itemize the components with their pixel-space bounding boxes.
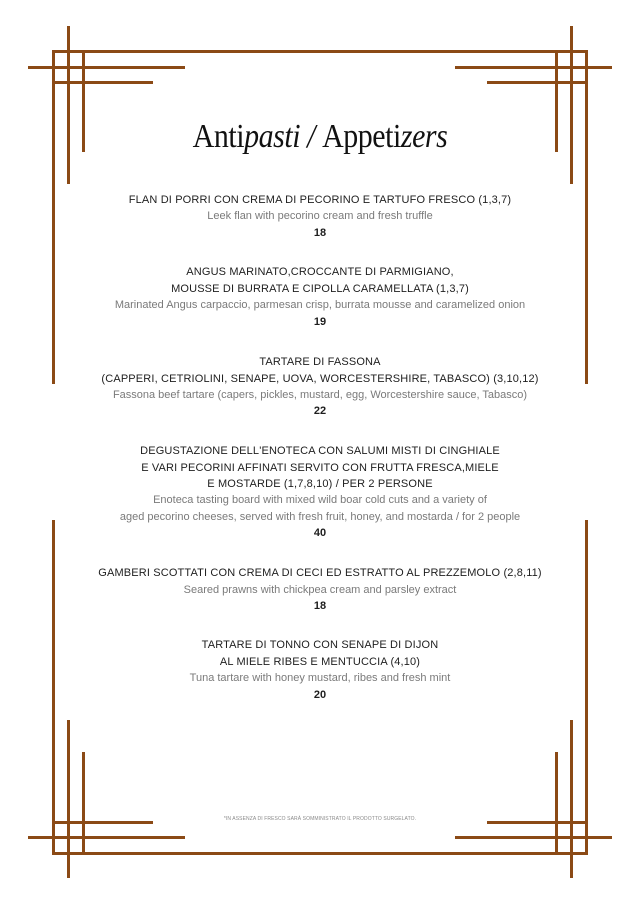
item-price: 18	[313, 600, 327, 612]
frame-line	[570, 720, 573, 878]
frame-line	[67, 720, 70, 878]
frame-line	[570, 26, 573, 184]
item-name: E MOSTARDE (1,7,8,10) / PER 2 PERSONE	[207, 478, 433, 490]
item-price: 19	[313, 316, 327, 328]
item-description: Leek flan with pecorino cream and fresh truffle	[207, 210, 433, 222]
frame-line	[455, 66, 612, 69]
item-name: E VARI PECORINI AFFINATI SERVITO CON FRUTTA FRESCA,MIELE	[141, 462, 499, 474]
title-part: zers	[400, 118, 448, 155]
item-description: aged pecorino cheeses, served with fresh fruit, honey, and mostarda / for 2 people	[119, 511, 521, 523]
item-name: TARTARE DI TONNO CON SENAPE DI DIJON	[201, 639, 439, 651]
item-description: Marinated Angus carpaccio, parmesan crisp, burrata mousse and caramelized onion	[114, 299, 526, 311]
title-part: Appeti	[322, 118, 401, 155]
item-description: Enoteca tasting board with mixed wild boar cold cuts and a variety of	[153, 494, 487, 506]
item-price: 20	[313, 689, 327, 701]
item-price: 18	[313, 227, 327, 239]
title-part: Anti	[192, 118, 245, 155]
frame-line	[67, 26, 70, 184]
item-price: 40	[313, 527, 327, 539]
frame-line	[555, 752, 558, 855]
item-name: ANGUS MARINATO,CROCCANTE DI PARMIGIANO,	[186, 266, 454, 278]
title-separator: /	[300, 118, 323, 155]
item-name: (CAPPERI, CETRIOLINI, SENAPE, UOVA, WORCESTERSHIRE, TABASCO) (3,10,12)	[101, 373, 539, 385]
item-price: 22	[313, 405, 327, 417]
item-description: Seared prawns with chickpea cream and parsley extract	[183, 584, 457, 596]
item-name: TARTARE DI FASSONA	[259, 356, 381, 368]
item-name: DEGUSTAZIONE DELL'ENOTECA CON SALUMI MISTI DI CINGHIALE	[140, 445, 500, 457]
item-name: GAMBERI SCOTTATI CON CREMA DI CECI ED ESTRATTO AL PREZZEMOLO (2,8,11)	[98, 567, 542, 579]
item-description: Fassona beef tartare (capers, pickles, mustard, egg, Worcestershire sauce, Tabasco)	[112, 389, 528, 401]
footer-note: *IN ASSENZA DI FRESCO SARÀ SOMMINISTRATO IL PRODOTTO SURGELATO.	[223, 816, 417, 822]
frame-line	[82, 752, 85, 855]
page-title	[38, 118, 601, 156]
frame-line	[52, 852, 588, 855]
frame-line	[52, 50, 588, 53]
item-name: AL MIELE RIBES E MENTUCCIA (4,10)	[219, 656, 421, 668]
item-description: Tuna tartare with honey mustard, ribes and fresh mint	[189, 672, 451, 684]
frame-line	[455, 836, 612, 839]
item-name: FLAN DI PORRI CON CREMA DI PECORINO E TARTUFO FRESCO (1,3,7)	[128, 194, 512, 206]
title-part: pasti	[244, 118, 301, 155]
item-name: MOUSSE DI BURRATA E CIPOLLA CARAMELLATA (1,3,7)	[171, 283, 469, 295]
